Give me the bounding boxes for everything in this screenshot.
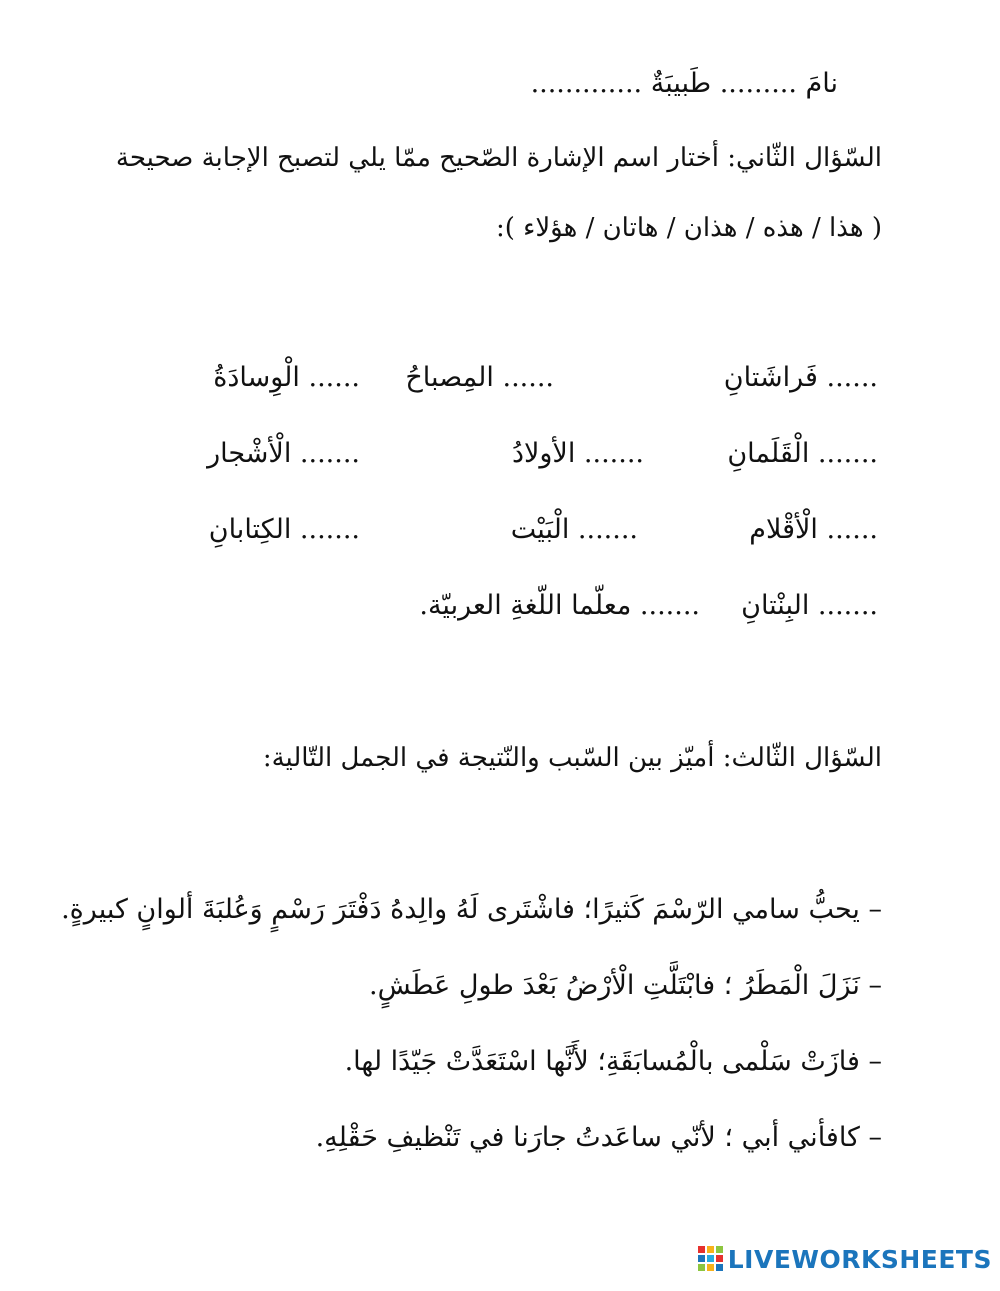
brand-name: LIVEWORKSHEETS [727, 1244, 992, 1274]
blank-item[interactable]: ....... الْقَلَمانِ [727, 438, 878, 469]
blank-item[interactable]: ....... الْأشْجار [207, 438, 360, 469]
name-line: نامَ ......... طَبيبَةٌ ............. [530, 68, 838, 99]
sentence-item: – فازَتْ سَلْمى بالْمُسابَقَةِ؛ لأَنَّها اسْتَعَدَّتْ جَيّدًا لها. [344, 1046, 882, 1077]
question-2-row [0, 508, 1000, 552]
liveworksheets-brand[interactable] [698, 1239, 992, 1279]
sentence-item: – نَزَلَ الْمَطَرُ ؛ فابْتَلَّتِ الْأرْضُ بَعْدَ طولِ عَطَشٍ. [368, 970, 882, 1001]
question-2-row [0, 584, 1000, 628]
blank-item[interactable]: ...... فَراشَتانِ [723, 362, 878, 393]
question-2-options: ( هذا / هذه / هذان / هاتان / هؤلاء ): [495, 213, 882, 243]
blank-item[interactable]: ....... الكِتابانِ [208, 514, 360, 545]
blank-item[interactable]: ....... الْبَيْت [510, 514, 638, 545]
question-2-prompt: السّؤال الثّاني: أختار اسم الإشارة الصّحيح ممّا يلي لتصبح الإجابة صحيحة [115, 143, 882, 173]
blank-item[interactable]: ....... معلّما اللّغةِ العربيّة. [419, 590, 700, 621]
question-3-prompt: السّؤال الثّالث: أميّز بين السّبب والنّتيجة في الجمل التّالية: [262, 743, 882, 773]
question-2-row [0, 356, 1000, 400]
blank-item[interactable]: ....... الأولادُ [511, 438, 644, 469]
blank-item[interactable]: ....... البِنْتانِ [741, 590, 878, 621]
blank-item[interactable]: ...... الْأقْلام [749, 514, 878, 545]
blank-item[interactable]: ...... المِصباحُ [405, 362, 554, 393]
question-2-row [0, 432, 1000, 476]
sentence-item: – كافأني أبي ؛ لأنّي ساعَدتُ جارَنا في تَنْظيفِ حَقْلِهِ. [315, 1122, 882, 1153]
liveworksheets-logo-icon [698, 1246, 724, 1272]
blank-item[interactable]: ...... الْوِسادَةُ [213, 362, 360, 393]
sentence-item: – يحبُّ سامي الرّسْمَ كَثيرًا؛ فاشْتَرى لَهُ والِدهُ دَفْتَرَ رَسْمٍ وَعُلبَةَ ألوانٍ كبيرةٍ. [61, 894, 882, 925]
